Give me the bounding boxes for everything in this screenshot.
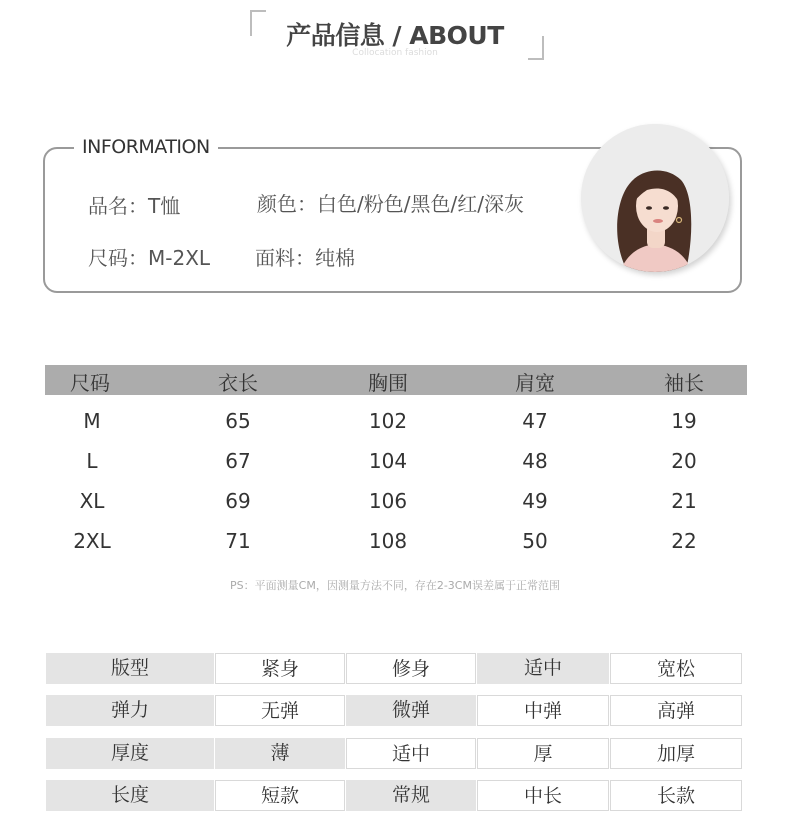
feature-thickness-option-medium: 适中 xyxy=(346,738,476,769)
feature-thickness-option-thin: 薄 xyxy=(215,738,345,769)
feature-length-label: 长度 xyxy=(46,780,214,811)
size-row-2xl-size: 2XL xyxy=(73,529,111,553)
size-row-xl-shoulder: 49 xyxy=(522,489,548,513)
size-row-l-shoulder: 48 xyxy=(522,449,548,473)
size-row-2xl-length: 71 xyxy=(225,529,251,553)
feature-length-option-long: 长款 xyxy=(610,780,742,811)
size-row-m-chest: 102 xyxy=(368,409,408,433)
info-product-name: 品名：T恤 xyxy=(88,194,181,218)
measurement-note: PS：平面测量CM，因测量方法不同，存在2-3CM误差属于正常范围 xyxy=(230,579,560,592)
feature-fit-option-loose: 宽松 xyxy=(610,653,742,684)
feature-stretch-option-slight: 微弹 xyxy=(346,695,476,726)
feature-fit-option-tight: 紧身 xyxy=(215,653,345,684)
feature-thickness-option-thick: 厚 xyxy=(477,738,609,769)
model-portrait-image xyxy=(581,124,729,272)
model-avatar xyxy=(581,124,729,272)
size-row-xl-chest: 106 xyxy=(368,489,408,513)
size-row-xl-sleeve: 21 xyxy=(671,489,697,513)
feature-thickness-label: 厚度 xyxy=(46,738,214,769)
feature-stretch-option-medium: 中弹 xyxy=(477,695,609,726)
size-table-header-size: 尺码 xyxy=(70,371,110,395)
page-title: 产品信息 / ABOUT xyxy=(286,21,504,50)
size-row-m-shoulder: 47 xyxy=(522,409,548,433)
feature-fit-label: 版型 xyxy=(46,653,214,684)
size-row-m-sleeve: 19 xyxy=(671,409,697,433)
feature-fit-option-slim: 修身 xyxy=(346,653,476,684)
size-row-2xl-sleeve: 22 xyxy=(671,529,697,553)
size-table-header-length: 衣长 xyxy=(218,371,258,395)
page-subtitle: Collocation fashion xyxy=(352,48,438,58)
size-row-m-length: 65 xyxy=(225,409,251,433)
feature-fit-option-regular: 适中 xyxy=(477,653,609,684)
size-row-xl-size: XL xyxy=(79,489,105,513)
size-table-header-chest: 胸围 xyxy=(368,371,408,395)
feature-length-option-regular: 常规 xyxy=(346,780,476,811)
size-row-2xl-chest: 108 xyxy=(368,529,408,553)
size-row-l-chest: 104 xyxy=(368,449,408,473)
feature-stretch-option-high: 高弹 xyxy=(610,695,742,726)
information-heading: INFORMATION xyxy=(74,136,218,158)
size-table-header-shoulder: 肩宽 xyxy=(515,371,555,395)
size-table-header-sleeve: 袖长 xyxy=(664,371,704,395)
size-row-xl-length: 69 xyxy=(225,489,251,513)
info-fabric: 面料：纯棉 xyxy=(255,246,355,270)
info-colors: 颜色：白色/粉色/黑色/红/深灰 xyxy=(257,192,524,216)
feature-length-option-short: 短款 xyxy=(215,780,345,811)
feature-length-option-mid: 中长 xyxy=(477,780,609,811)
size-row-l-length: 67 xyxy=(225,449,251,473)
feature-thickness-option-extra-thick: 加厚 xyxy=(610,738,742,769)
information-divider xyxy=(232,147,604,149)
info-sizes: 尺码：M-2XL xyxy=(88,246,211,270)
feature-stretch-label: 弹力 xyxy=(46,695,214,726)
size-row-l-sleeve: 20 xyxy=(671,449,697,473)
size-row-l-size: L xyxy=(86,449,98,473)
size-row-2xl-shoulder: 50 xyxy=(522,529,548,553)
feature-stretch-option-none: 无弹 xyxy=(215,695,345,726)
size-row-m-size: M xyxy=(83,409,101,433)
